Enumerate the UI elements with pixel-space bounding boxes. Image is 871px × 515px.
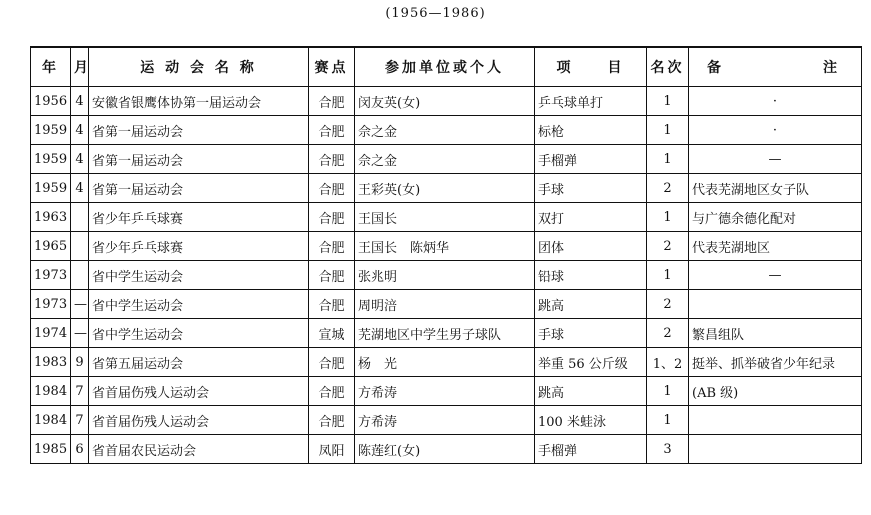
- venue-cell: 合肥: [309, 116, 355, 145]
- item-cell: 双打: [535, 203, 647, 232]
- rank-cell: 2: [647, 232, 689, 261]
- note-cell: 挺举、抓举破省少年纪录: [689, 348, 862, 377]
- table-row: [31, 116, 862, 145]
- rank-cell: 1: [647, 145, 689, 174]
- table-row: [31, 145, 862, 174]
- note-cell: —: [689, 145, 862, 174]
- table-row: [31, 290, 862, 319]
- event-cell: 省首届伤残人运动会: [89, 406, 309, 435]
- note-cell: [689, 290, 862, 319]
- header-note-right: 注: [823, 60, 840, 76]
- event-cell: 省第一届运动会: [89, 174, 309, 203]
- header-event: 运 动 会 名 称: [89, 47, 309, 87]
- table-row: [31, 319, 862, 348]
- table-row: [31, 348, 862, 377]
- event-cell: 省第一届运动会: [89, 145, 309, 174]
- table-row: [31, 406, 862, 435]
- header-note: [689, 47, 862, 87]
- venue-cell: 合肥: [309, 261, 355, 290]
- event-cell: 安徽省银鹰体协第一届运动会: [89, 87, 309, 116]
- rank-cell: 1: [647, 87, 689, 116]
- month-cell: 4: [71, 145, 89, 174]
- item-cell: 团体: [535, 232, 647, 261]
- participant-cell: 周明涪: [355, 290, 535, 319]
- sports-results-table: [30, 46, 862, 464]
- note-cell: (AB 级): [689, 377, 862, 406]
- rank-cell: 1: [647, 116, 689, 145]
- participant-cell: 闵友英(女): [355, 87, 535, 116]
- note-cell: ·: [689, 116, 862, 145]
- header-note-left: 备: [707, 60, 724, 76]
- event-cell: 省中学生运动会: [89, 290, 309, 319]
- event-cell: 省首届农民运动会: [89, 435, 309, 464]
- venue-cell: 合肥: [309, 377, 355, 406]
- item-cell: 手球: [535, 174, 647, 203]
- rank-cell: 1、2: [647, 348, 689, 377]
- venue-cell: 合肥: [309, 203, 355, 232]
- header-row: [31, 47, 862, 87]
- header-rank: 名次: [647, 47, 689, 87]
- participant-cell: 佘之金: [355, 116, 535, 145]
- item-cell: 跳高: [535, 377, 647, 406]
- table-row: [31, 87, 862, 116]
- event-cell: 省中学生运动会: [89, 319, 309, 348]
- year-cell: 1984: [31, 377, 71, 406]
- event-cell: 省少年乒乓球赛: [89, 232, 309, 261]
- month-cell: 4: [71, 116, 89, 145]
- year-cell: 1974: [31, 319, 71, 348]
- table-body: [31, 87, 862, 464]
- rank-cell: 1: [647, 406, 689, 435]
- year-cell: 1959: [31, 116, 71, 145]
- item-cell: 手榴弹: [535, 435, 647, 464]
- participant-cell: 王国长: [355, 203, 535, 232]
- note-cell: 与广德余德化配对: [689, 203, 862, 232]
- venue-cell: 合肥: [309, 174, 355, 203]
- month-cell: 7: [71, 377, 89, 406]
- month-cell: 4: [71, 174, 89, 203]
- rank-cell: 1: [647, 377, 689, 406]
- item-cell: 跳高: [535, 290, 647, 319]
- participant-cell: 方希涛: [355, 377, 535, 406]
- table-caption: (1956—1986): [385, 6, 486, 21]
- venue-cell: 凤阳: [309, 435, 355, 464]
- rank-cell: 1: [647, 203, 689, 232]
- item-cell: 手球: [535, 319, 647, 348]
- note-cell: —: [689, 261, 862, 290]
- month-cell: 4: [71, 87, 89, 116]
- participant-cell: 张兆明: [355, 261, 535, 290]
- rank-cell: 2: [647, 290, 689, 319]
- year-cell: 1959: [31, 174, 71, 203]
- note-cell: 代表芜湖地区: [689, 232, 862, 261]
- year-cell: 1985: [31, 435, 71, 464]
- event-cell: 省少年乒乓球赛: [89, 203, 309, 232]
- rank-cell: 3: [647, 435, 689, 464]
- header-month: 月: [71, 47, 89, 87]
- note-cell: [689, 406, 862, 435]
- header-item: 项 目: [535, 47, 647, 87]
- header-participant: 参加单位或个人: [355, 47, 535, 87]
- year-cell: 1965: [31, 232, 71, 261]
- month-cell: [71, 203, 89, 232]
- venue-cell: 宣城: [309, 319, 355, 348]
- item-cell: 乒乓球单打: [535, 87, 647, 116]
- venue-cell: 合肥: [309, 87, 355, 116]
- table-row: [31, 174, 862, 203]
- table-row: [31, 261, 862, 290]
- table-row: [31, 232, 862, 261]
- rank-cell: 2: [647, 319, 689, 348]
- participant-cell: 方希涛: [355, 406, 535, 435]
- year-cell: 1983: [31, 348, 71, 377]
- year-cell: 1963: [31, 203, 71, 232]
- month-cell: 6: [71, 435, 89, 464]
- item-cell: 标枪: [535, 116, 647, 145]
- table-row: [31, 377, 862, 406]
- venue-cell: 合肥: [309, 145, 355, 174]
- rank-cell: 2: [647, 174, 689, 203]
- header-year: 年: [31, 47, 71, 87]
- venue-cell: 合肥: [309, 348, 355, 377]
- month-cell: [71, 261, 89, 290]
- year-cell: 1973: [31, 290, 71, 319]
- participant-cell: 芜湖地区中学生男子球队: [355, 319, 535, 348]
- participant-cell: 王彩英(女): [355, 174, 535, 203]
- venue-cell: 合肥: [309, 406, 355, 435]
- note-cell: 代表芜湖地区女子队: [689, 174, 862, 203]
- month-cell: —: [71, 319, 89, 348]
- participant-cell: 佘之金: [355, 145, 535, 174]
- participant-cell: 王国长 陈炳华: [355, 232, 535, 261]
- event-cell: 省首届伤残人运动会: [89, 377, 309, 406]
- year-cell: 1973: [31, 261, 71, 290]
- note-cell: ·: [689, 87, 862, 116]
- table-row: [31, 203, 862, 232]
- year-cell: 1956: [31, 87, 71, 116]
- year-cell: 1959: [31, 145, 71, 174]
- item-cell: 手榴弹: [535, 145, 647, 174]
- month-cell: 7: [71, 406, 89, 435]
- participant-cell: 杨 光: [355, 348, 535, 377]
- month-cell: 9: [71, 348, 89, 377]
- event-cell: 省第一届运动会: [89, 116, 309, 145]
- venue-cell: 合肥: [309, 232, 355, 261]
- month-cell: [71, 232, 89, 261]
- venue-cell: 合肥: [309, 290, 355, 319]
- participant-cell: 陈莲红(女): [355, 435, 535, 464]
- note-cell: 繁昌组队: [689, 319, 862, 348]
- month-cell: —: [71, 290, 89, 319]
- year-cell: 1984: [31, 406, 71, 435]
- header-venue: 赛点: [309, 47, 355, 87]
- item-cell: 铅球: [535, 261, 647, 290]
- note-cell: [689, 435, 862, 464]
- table-row: [31, 435, 862, 464]
- rank-cell: 1: [647, 261, 689, 290]
- item-cell: 100 米蛙泳: [535, 406, 647, 435]
- event-cell: 省第五届运动会: [89, 348, 309, 377]
- event-cell: 省中学生运动会: [89, 261, 309, 290]
- item-cell: 举重 56 公斤级: [535, 348, 647, 377]
